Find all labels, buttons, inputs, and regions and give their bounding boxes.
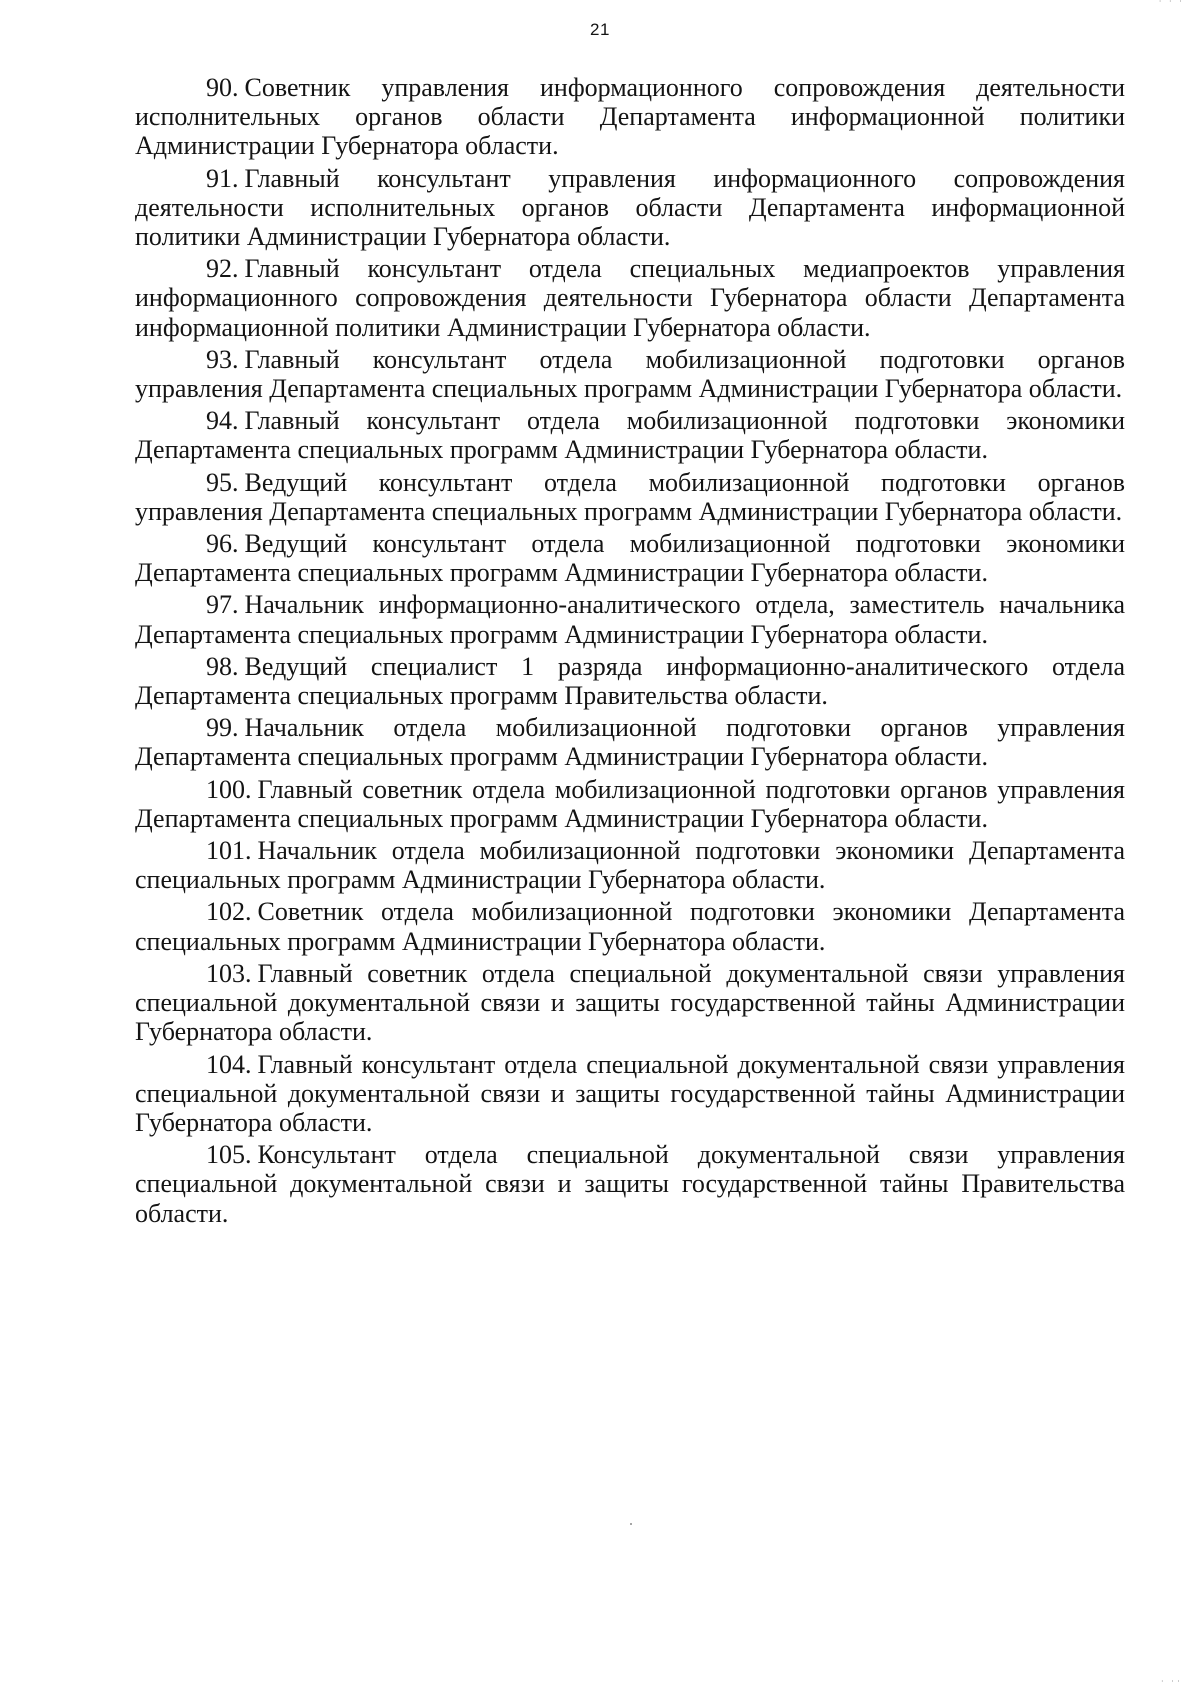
page-number: 21 bbox=[590, 20, 610, 39]
list-item bbox=[135, 529, 1125, 587]
list-item bbox=[135, 775, 1125, 833]
list-item bbox=[135, 1050, 1125, 1138]
item-text: Ведущий консультант отдела мобилизационной подготовки органов управления Департамента специальных программ Администрации Губернатора области. bbox=[135, 467, 1125, 526]
item-number: 94. bbox=[206, 406, 239, 436]
list-item bbox=[135, 652, 1125, 710]
item-number: 101. bbox=[206, 836, 252, 866]
item-text: Главный консультант отдела специальных медиапроектов управления информационного сопровождения деятельности Губернатора области Департамента информационной политики Администрации Губернатора области. bbox=[135, 254, 1125, 342]
item-number: 91. bbox=[206, 163, 239, 193]
item-number: 99. bbox=[206, 713, 239, 743]
scan-speck bbox=[630, 1523, 632, 1525]
item-number: 96. bbox=[206, 529, 239, 559]
list-item bbox=[135, 713, 1125, 771]
item-text: Советник отдела мобилизационной подготовки экономики Департамента специальных программ Администрации Губернатора области. bbox=[135, 897, 1125, 956]
list-item bbox=[135, 959, 1125, 1047]
item-number: 97. bbox=[206, 590, 239, 620]
list-item bbox=[135, 836, 1125, 894]
scan-artifact-bottom: ˙ ˙˙ bbox=[1159, 1680, 1182, 1691]
item-text: Начальник отдела мобилизационной подготовки экономики Департамента специальных программ Администрации Губернатора области. bbox=[135, 836, 1125, 895]
item-text: Главный советник отдела мобилизационной подготовки органов управления Департамента специальных программ Администрации Губернатора области. bbox=[135, 774, 1125, 833]
item-text: Ведущий специалист 1 разряда информационно-аналитического отдела Департамента специальных программ Правительства области. bbox=[135, 651, 1125, 711]
item-text: Главный консультант отдела мобилизационной подготовки органов управления Департамента специальных программ Администрации Губернатора области. bbox=[135, 344, 1125, 404]
list-item bbox=[135, 468, 1125, 526]
item-number: 92. bbox=[206, 254, 239, 284]
item-text: Начальник информационно-аналитического отдела, заместитель начальника Департамента специальных программ Администрации Губернатора области. bbox=[135, 590, 1125, 649]
item-number: 104. bbox=[206, 1049, 252, 1079]
item-number: 98. bbox=[206, 651, 239, 681]
list-item bbox=[135, 254, 1125, 342]
item-text: Главный консультант управления информационного сопровождения деятельности исполнительных органов области Департамента информационной политики Администрации Губернатора области. bbox=[135, 163, 1125, 252]
item-number: 105. bbox=[206, 1140, 252, 1170]
document-body bbox=[135, 73, 1125, 1231]
item-text: Консультант отдела специальной документальной связи управления специальной документальной связи и защиты государственной тайны Правительства области. bbox=[135, 1140, 1125, 1228]
item-text: Главный консультант отдела специальной документальной связи управления специальной документальной связи и защиты государственной тайны Администрации Губернатора области. bbox=[135, 1049, 1125, 1137]
item-text: Главный консультант отдела мобилизационной подготовки экономики Департамента специальных программ Администрации Губернатора области. bbox=[135, 406, 1125, 465]
list-item bbox=[135, 1140, 1125, 1228]
item-number: 100. bbox=[206, 774, 252, 804]
item-text: Главный советник отдела специальной документальной связи управления специальной документальной связи и защиты государственной тайны Администрации Губернатора области. bbox=[135, 958, 1125, 1047]
list-item bbox=[135, 897, 1125, 955]
item-text: Советник управления информационного сопровождения деятельности исполнительных органов области Департамента информационной политики Администрации Губернатора области. bbox=[135, 73, 1125, 161]
item-number: 103. bbox=[206, 958, 252, 988]
item-number: 90. bbox=[206, 73, 239, 102]
item-number: 102. bbox=[206, 897, 252, 927]
scan-artifact-top: ˙ ˙ ˙ bbox=[1157, 0, 1184, 11]
list-item bbox=[135, 345, 1125, 403]
list-item bbox=[135, 406, 1125, 464]
list-item bbox=[135, 73, 1125, 161]
list-item bbox=[135, 590, 1125, 648]
item-number: 95. bbox=[206, 467, 239, 497]
list-item bbox=[135, 164, 1125, 252]
item-number: 93. bbox=[206, 344, 239, 374]
item-text: Ведущий консультант отдела мобилизационной подготовки экономики Департамента специальных программ Администрации Губернатора области. bbox=[135, 529, 1125, 588]
item-text: Начальник отдела мобилизационной подготовки органов управления Департамента специальных программ Администрации Губернатора области. bbox=[135, 713, 1125, 772]
